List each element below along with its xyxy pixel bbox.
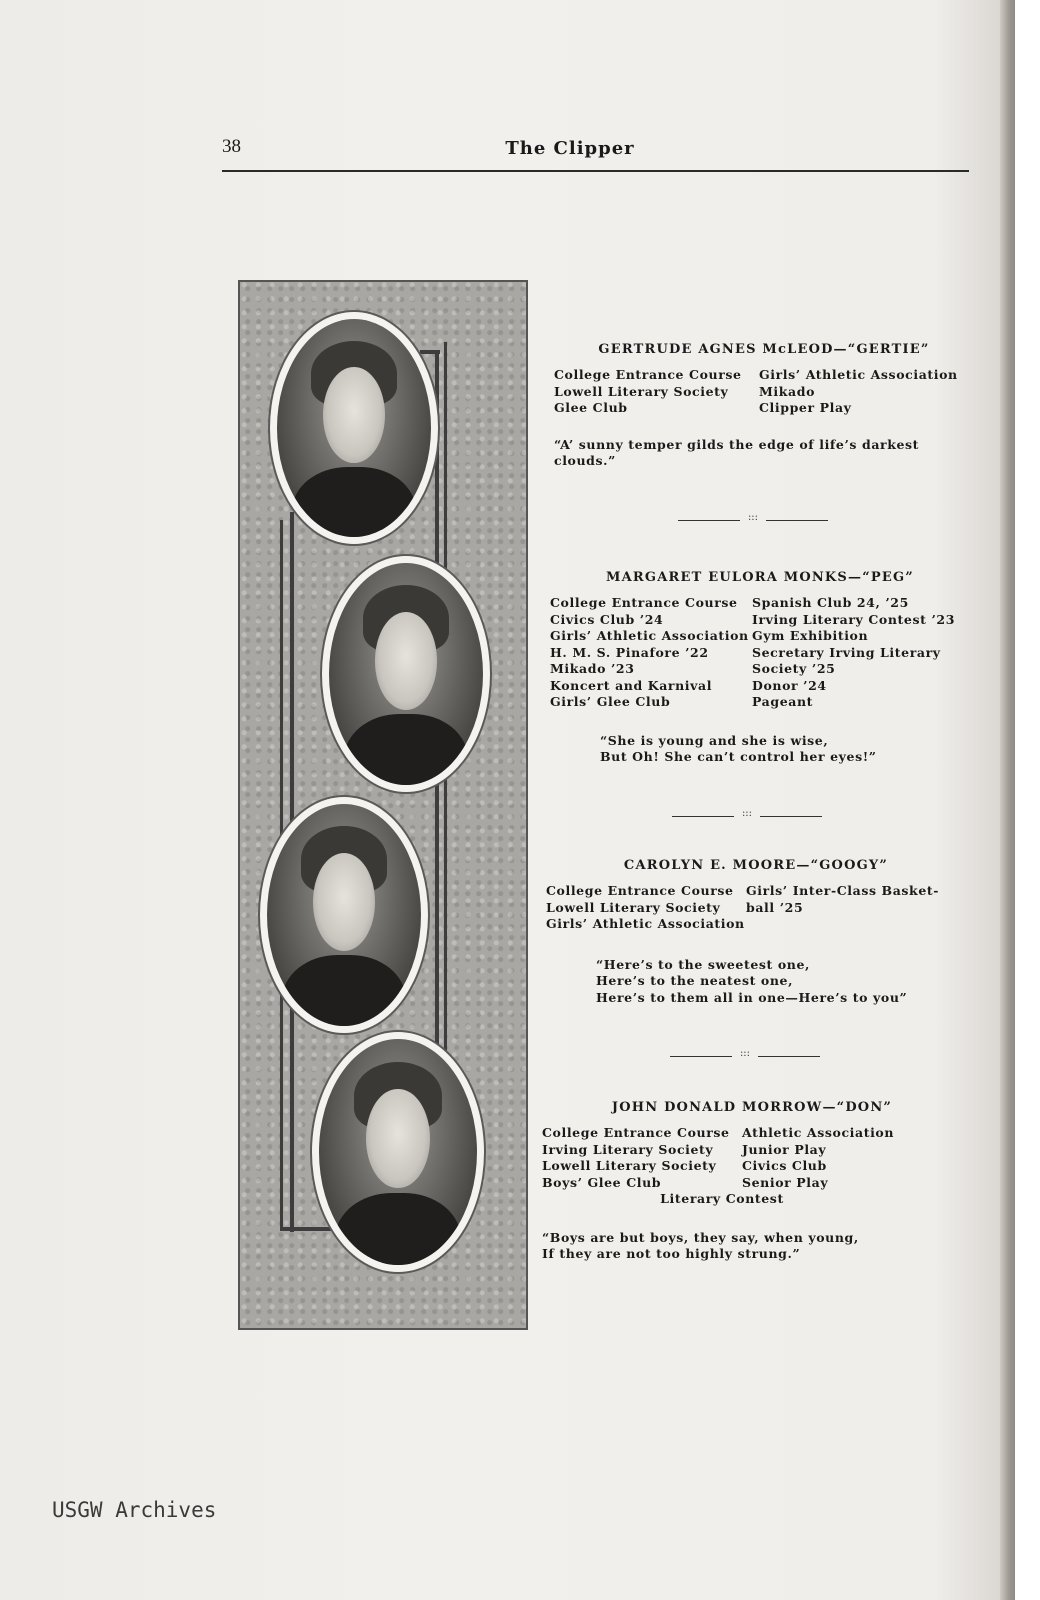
portrait-carolyn: [260, 797, 428, 1033]
activities-right: Spanish Club 24, ’25 Irving Literary Contest ’23 Gym Exhibition Secretary Irving Literary Society ’25 Donor ’24 Pageant: [752, 595, 955, 709]
student-quote: “She is young and she is wise, But Oh! She can’t control her eyes!”: [600, 732, 877, 764]
activities-left: College Entrance Course Irving Literary Society Lowell Literary Society Boys’ Glee Club: [542, 1125, 730, 1190]
student-name: GERTRUDE AGNES McLEOD—“GERTIE”: [598, 342, 930, 357]
section-divider: :::: [672, 812, 822, 822]
student-name: CAROLYN E. MOORE—“GOOGY”: [623, 858, 889, 873]
entry-gertrude: [554, 342, 974, 470]
entry-john: [542, 1100, 962, 1263]
student-quote: “A’ sunny temper gilds the edge of life’s darkest clouds.”: [554, 436, 920, 468]
portrait-john: [312, 1032, 484, 1272]
activities-left: College Entrance Course Lowell Literary Society Glee Club: [554, 367, 742, 415]
section-divider: :::: [670, 1052, 820, 1062]
student-quote: “Boys are but boys, they say, when young, If they are not too highly strung.”: [542, 1229, 859, 1261]
archive-watermark: USGW Archives: [52, 1498, 217, 1522]
book-spine-shadow: [1000, 0, 1015, 1600]
activities-left: College Entrance Course Lowell Literary Society Girls’ Athletic Association: [546, 883, 745, 931]
activities-right: Girls’ Athletic Association Mikado Clipper Play: [759, 367, 958, 415]
portrait-gertrude: [270, 312, 438, 544]
section-divider: :::: [678, 516, 828, 526]
student-quote: “Here’s to the sweetest one, Here’s to the neatest one, Here’s to them all in one—Here’s to you”: [596, 956, 908, 1005]
page-number: 38: [222, 136, 241, 157]
entry-carolyn: [546, 858, 966, 1006]
header-rule: [222, 170, 969, 172]
student-name: MARGARET EULORA MONKS—“PEG”: [606, 570, 914, 585]
entry-margaret: [550, 570, 970, 766]
portrait-panel: [238, 280, 528, 1330]
activities-right: Girls’ Inter-Class Basket- ball ’25: [746, 883, 940, 915]
portrait-margaret: [322, 556, 490, 792]
running-head-title: The Clipper: [505, 138, 635, 159]
activities-right: Athletic Association Junior Play Civics Club Senior Play: [742, 1125, 895, 1190]
student-name: JOHN DONALD MORROW—“DON”: [611, 1100, 893, 1115]
activities-left: College Entrance Course Civics Club ’24 Girls’ Athletic Association H. M. S. Pinafore ’22 Mikado ’23 Koncert and Karnival Girls’ Glee Club: [550, 595, 749, 709]
frame-line-top: [420, 350, 440, 354]
activities-extra: Literary Contest: [660, 1191, 784, 1206]
